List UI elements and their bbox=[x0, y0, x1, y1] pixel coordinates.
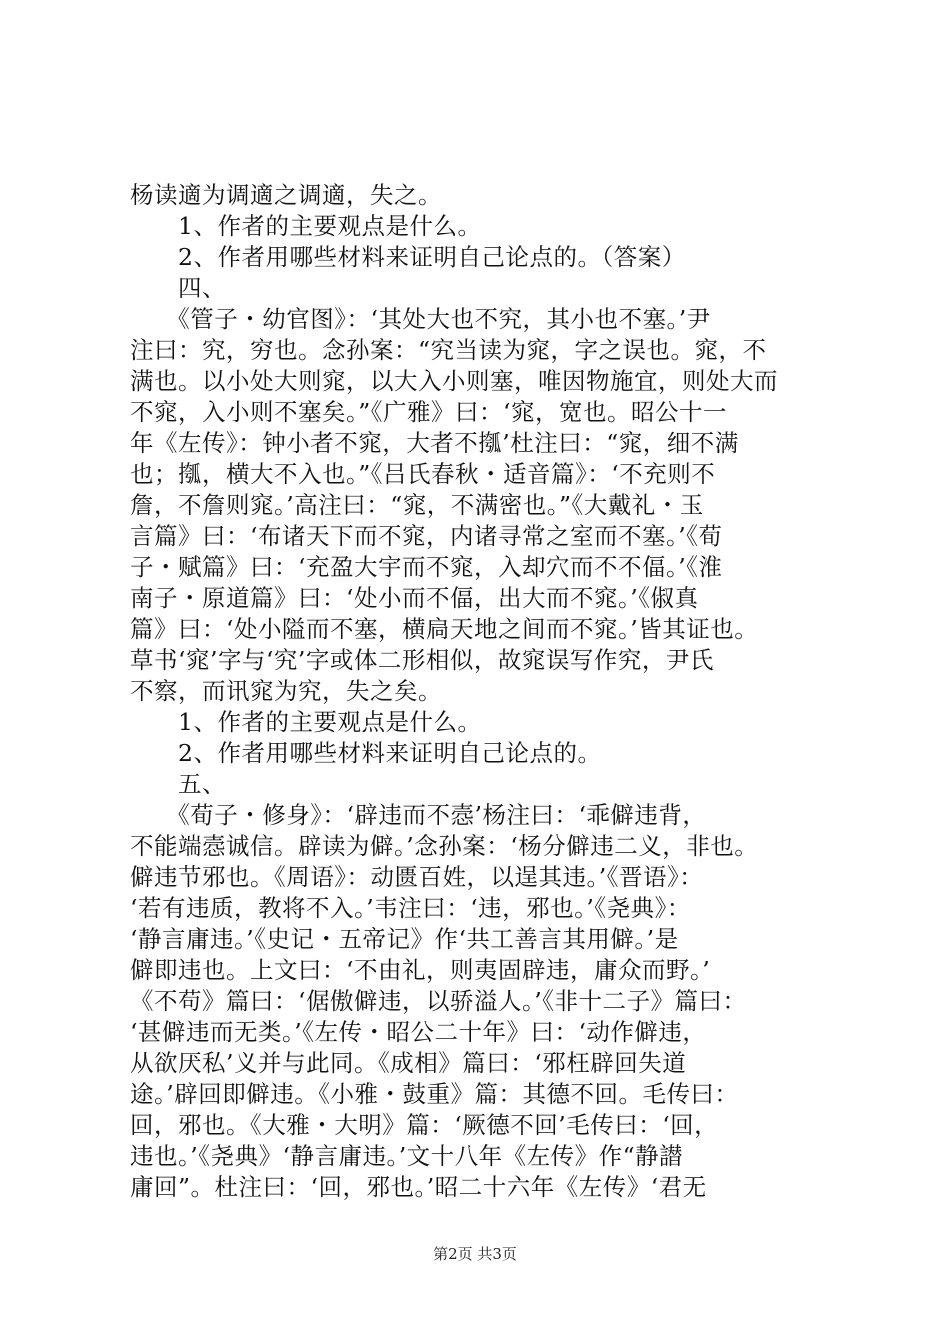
text-line: ‘甚僻违而无类。’《左传・昭公二十年》曰：‘动作僻违， bbox=[130, 1018, 707, 1046]
text-line: 违也。’《尧典》‘静言庸违。’文十八年《左传》作“静譛 bbox=[130, 1142, 684, 1170]
text-line: 满也。以小处大则窕，以大入小则塞，唯因物施宜，则处大而 bbox=[130, 367, 778, 395]
text-line: 庸回”。杜注曰：‘回，邪也。’昭二十六年《左传》‘君无 bbox=[130, 1173, 707, 1201]
text-line: 不能端悫诚信。辟读为僻。’念孙案：‘杨分僻违二义，非也。 bbox=[130, 832, 759, 860]
text-line: 篇》曰：‘处小隘而不塞，横扃天地之间而不窕。’皆其证也。 bbox=[130, 615, 759, 643]
text-line: 从欲厌私’义并与此同。《成相》篇曰：‘邪枉辟回失道 bbox=[130, 1049, 687, 1077]
text-line: 四、 bbox=[130, 274, 226, 302]
text-line: 草书‘窕’字与‘究’字或体二形相似，故窕误写作究，尹氏 bbox=[130, 646, 714, 674]
text-line: 杨读適为调適之调適，失之。 bbox=[130, 181, 442, 209]
text-line: 途。’辟回即僻违。《小雅・鼓重》篇：其德不回。毛传曰： bbox=[130, 1080, 739, 1108]
text-line: 不窕，入小则不塞矣。”《广雅》曰：‘窕，宽也。昭公十一 bbox=[130, 398, 727, 426]
text-line: 2、作者用哪些材料来证明自己论点的。 bbox=[130, 739, 602, 767]
text-line: 回，邪也。《大雅・大明》篇：‘厥德不回’毛传曰：‘回， bbox=[130, 1111, 719, 1139]
text-line: 僻即违也。上文曰：‘不由礼，则夷固辟违，庸众而野。’ bbox=[130, 956, 711, 984]
text-line: 注曰：究，穷也。念孙案：“究当读为窕，字之误也。窕，不 bbox=[130, 336, 767, 364]
text-line: 五、 bbox=[130, 770, 226, 798]
text-line: 《不苟》篇曰：‘倨傲僻违，以骄溢人。’《非十二子》篇曰： bbox=[130, 987, 747, 1015]
text-line: 僻违节邪也。《周语》：动匮百姓，以逞其违。’《晋语》： bbox=[130, 863, 704, 891]
text-line: 詹，不詹则窕。’高注曰：“窕，不满密也。”《大戴礼・玉 bbox=[130, 491, 704, 519]
text-line: 南子・原道篇》曰：‘处小而不偪，出大而不窕。’《俶真 bbox=[130, 584, 699, 612]
text-line: 不察，而讯窕为究，失之矣。 bbox=[130, 677, 442, 705]
text-line: 《荀子・修身》：‘辟违而不悫’杨注曰：‘乖僻违背， bbox=[130, 801, 707, 829]
text-line: 言篇》曰：‘布诸天下而不窕，内诸寻常之室而不塞。’《荀 bbox=[130, 522, 723, 550]
text-line: 年《左传》：钟小者不窕，大者不摦’杜注曰：“窕，细不满 bbox=[130, 429, 739, 457]
text-line: ‘若有违质，教将不入。’韦注曰：‘违，邪也。’《尧典》： bbox=[130, 894, 691, 922]
text-line: 1、作者的主要观点是什么。 bbox=[130, 708, 482, 736]
text-line: 子・赋篇》曰：‘充盈大宇而不窕，入却穴而不不偪。’《淮 bbox=[130, 553, 723, 581]
text-line: 《管子・幼官图》：‘其处大也不究，其小也不塞。’尹 bbox=[130, 305, 711, 333]
text-line: 1、作者的主要观点是什么。 bbox=[130, 212, 482, 240]
text-line: 2、作者用哪些材料来证明自己论点的。（答案） bbox=[130, 243, 686, 271]
text-line: 也；摦，横大不入也。”《吕氏春秋・适音篇》：‘不充则不 bbox=[130, 460, 716, 488]
text-line: ‘静言庸违。’《史记・五帝记》作‘共工善言其用僻。’是 bbox=[130, 925, 679, 953]
page-footer: 第2页 共3页 bbox=[433, 1245, 517, 1263]
